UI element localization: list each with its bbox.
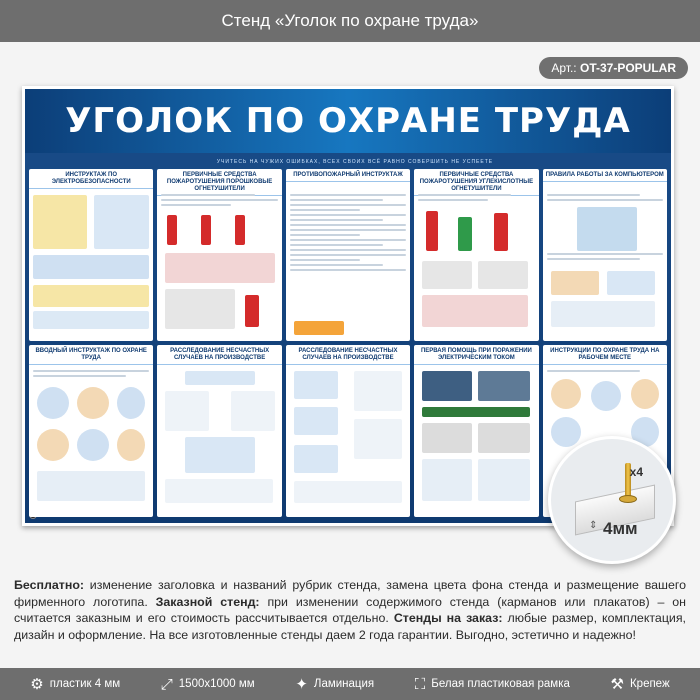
order-label: Стенды на заказ: (393, 611, 503, 626)
resize-icon: ⤢ (160, 675, 173, 693)
header-bar (0, 0, 700, 42)
panel-first-aid-electric (414, 345, 538, 517)
sku-label: Арт.: (551, 61, 577, 75)
feature-material (30, 677, 120, 692)
panel-co2-extinguishers (414, 169, 538, 341)
order-text: любые размер, комплектация, дизайн и оформление. На все изготовленные стенды даем 2 года гарантии. Выгодно, эстетично и надежно! (14, 611, 686, 643)
panel-title: ПРОТИВОПОЖАРНЫЙ ИНСТРУКТАЖ (286, 169, 410, 182)
panel-accident-investigation-2 (286, 345, 410, 517)
panel-accident-investigation-1 (157, 345, 281, 517)
panel-fire-briefing (286, 169, 410, 341)
panel-computer-rules (543, 169, 667, 341)
free-label: Бесплатно: (14, 578, 85, 592)
panel-title: РАССЛЕДОВАНИЕ НЕСЧАСТНЫХ СЛУЧАЕВ НА ПРОИЗВОДСТВЕ (286, 345, 410, 365)
mount-icon: ⚒ (610, 675, 624, 693)
fastener-count: x4 (629, 465, 643, 479)
panel-title: ВВОДНЫЙ ИНСТРУКТАЖ ПО ОХРАНЕ ТРУДА (29, 345, 153, 365)
gear-icon: ⚙ (30, 675, 44, 693)
feature-frame (415, 677, 570, 692)
feature-mount (611, 677, 670, 692)
board-subtitle: УЧИТЕСЬ НА ЧУЖИХ ОШИБКАХ, ВСЕХ СВОИХ ВСЁ РАВНО СОВЕРШИТЬ НЕ УСПЕЕТЕ (216, 159, 494, 165)
feature-label: Ламинация (313, 678, 375, 690)
description-text (14, 577, 686, 644)
sku-badge (539, 57, 688, 79)
feature-label: пластик 4 мм (49, 678, 121, 690)
panel-title: ПРАВИЛА РАБОТЫ ЗА КОМПЬЮТЕРОМ (543, 169, 667, 182)
board-title: УГОЛОК ПО ОХРАНЕ ТРУДА (25, 89, 671, 153)
feature-label: Белая пластиковая рамка (431, 678, 570, 690)
thickness-arrow-icon: ⇕ (589, 520, 598, 531)
free-text: изменение заголовка и названий рубрик стенда, замена цвета фона стенда и размещение вашего фирменного логотипа. (14, 578, 686, 609)
panel-electrical-safety (29, 169, 153, 341)
panel-title: РАССЛЕДОВАНИЕ НЕСЧАСТНЫХ СЛУЧАЕВ НА ПРОИЗВОДСТВЕ (157, 345, 281, 365)
panel-powder-extinguishers (157, 169, 281, 341)
panel-title: ИНСТРУКТАЖ ПО ЭЛЕКТРОБЕЗОПАСНОСТИ (29, 169, 153, 189)
bolt-head-icon (619, 495, 637, 503)
feature-size (161, 677, 255, 692)
page-title: Стенд «Уголок по охране труда» (221, 11, 479, 30)
panel-induction-briefing (29, 345, 153, 517)
panel-title: ИНСТРУКЦИИ ПО ОХРАНЕ ТРУДА НА РАБОЧЕМ МЕСТЕ (543, 345, 667, 365)
mounting-detail-badge (548, 436, 676, 564)
panel-title: ПЕРВАЯ ПОМОЩЬ ПРИ ПОРАЖЕНИИ ЭЛЕКТРИЧЕСКИМ ТОКОМ (414, 345, 538, 365)
sku-code: OT-37-POPULAR (579, 61, 676, 75)
custom-label: Заказной стенд: (155, 594, 260, 609)
panel-title: ПЕРВИЧНЫЕ СРЕДСТВА ПОЖАРОТУШЕНИЯ УГЛЕКИСЛОТНЫЕ ОГНЕТУШИТЕЛИ (414, 169, 538, 196)
feature-lamination (295, 677, 374, 692)
feature-label: Крепеж (629, 678, 670, 690)
thickness-label: 4мм (603, 519, 638, 538)
custom-text: при изменении содержимого стенда (карманов или плакатов) – он считается заказным и его стоимость рассчитывается отдельно. (14, 594, 686, 626)
panel-title: ПЕРВИЧНЫЕ СРЕДСТВА ПОЖАРОТУШЕНИЯ ПОРОШКОВЫЕ ОГНЕТУШИТЕЛИ (157, 169, 281, 196)
feature-label: 1500x1000 мм (178, 678, 255, 690)
sparkle-icon: ✦ (295, 675, 308, 693)
frame-icon: ⛶ (414, 675, 426, 693)
feature-bar (0, 668, 700, 700)
